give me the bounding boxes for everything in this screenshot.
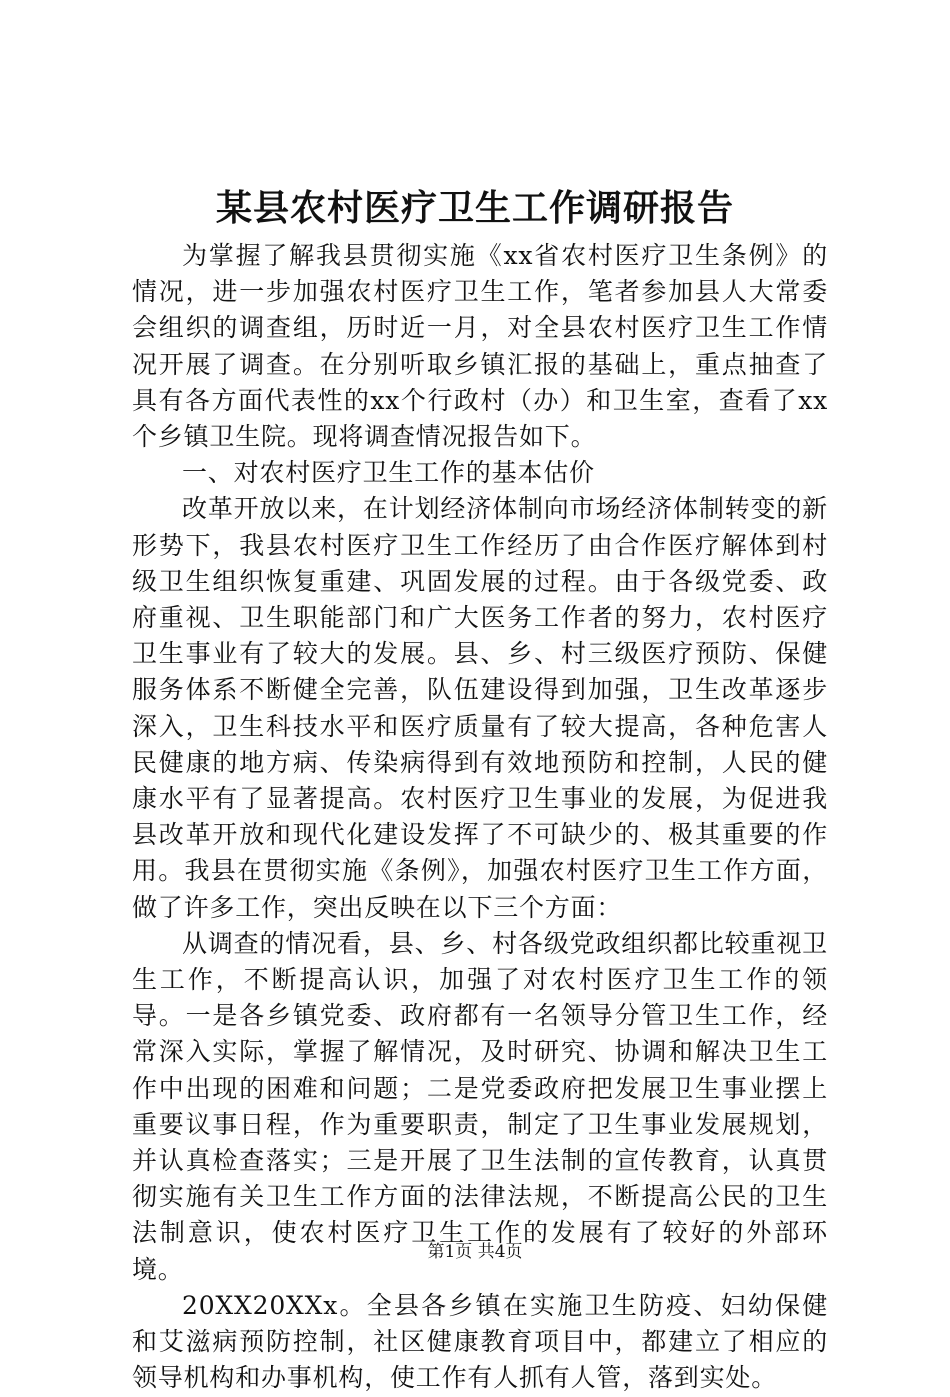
paragraph-projects: 20XX20XXx。全县各乡镇在实施卫生防疫、妇幼保健和艾滋病预防控制，社区健康教育项目中，都建立了相应的领导机构和办事机构，使工作有人抓有人管，落到实处。 [132,1290,828,1393]
document-body [132,238,828,1397]
paragraph-intro: 为掌握了解我县贯彻实施《xx省农村医疗卫生条例》的情况，进一步加强农村医疗卫生工作，笔者参加县人大常委会组织的调查组，历时近一月，对全县农村医疗卫生工作情况开展了调查。在分别听取乡镇汇报的基础上，重点抽查了具有各方面代表性的xx个行政村（办）和卫生室，查看了xx个乡镇卫生院。现将调查情况报告如下。 [132,241,828,452]
section-heading-1: 一、对农村医疗卫生工作的基本估价 [182,458,595,488]
document-title: 某县农村医疗卫生工作调研报告 [215,187,734,229]
paragraph-reform: 改革开放以来，在计划经济体制向市场经济体制转变的新形势下，我县农村医疗卫生工作经历了由合作医疗解体到村级卫生组织恢复重建、巩固发展的过程。由于各级党委、政府重视、卫生职能部门和广大医务工作者的努力，农村医疗卫生事业有了较大的发展。县、乡、村三级医疗预防、保健服务体系不断健全完善，队伍建设得到加强，卫生改革逐步深入，卫生科技水平和医疗质量有了较大提高，各种危害人民健康的地方病、传染病得到有效地预防和控制，人民的健康水平有了显著提高。农村医疗卫生事业的发展，为促进我县改革开放和现代化建设发挥了不可缺少的、极其重要的作用。我县在贯彻实施《条例》，加强农村医疗卫生工作方面，做了许多工作，突出反映在以下三个方面： [132,494,828,922]
paragraph-survey: 从调查的情况看，县、乡、村各级党政组织都比较重视卫生工作，不断提高认识，加强了对农村医疗卫生工作的领导。一是各乡镇党委、政府都有一名领导分管卫生工作，经常深入实际，掌握了解情况，及时研究、协调和解决卫生工作中出现的困难和问题；二是党委政府把发展卫生事业摆上重要议事日程，作为重要职责，制定了卫生事业发展规划，并认真检查落实；三是开展了卫生法制的宣传教育，认真贯彻实施有关卫生工作方面的法律法规，不断提高公民的卫生法制意识，使农村医疗卫生工作的发展有了较好的外部环境。 [132,928,828,1284]
page-footer [0,1240,950,1264]
page-number: 第1页 共4页 [427,1242,523,1262]
